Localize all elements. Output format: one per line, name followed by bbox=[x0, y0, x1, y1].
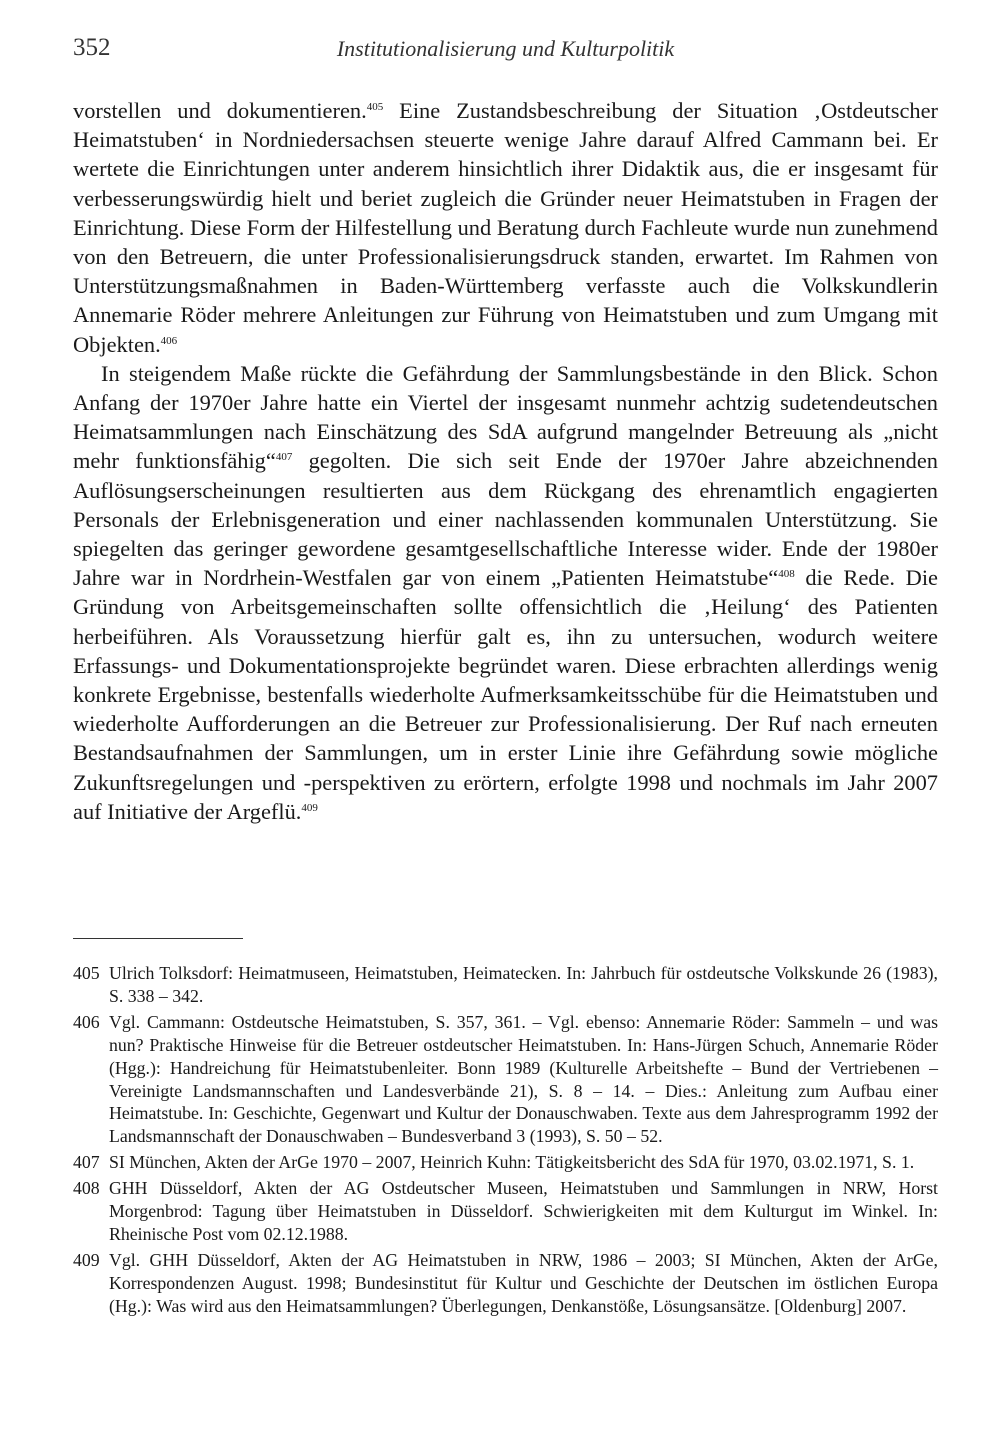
footnote bbox=[73, 1249, 938, 1318]
footnote-number: 406 bbox=[73, 1011, 100, 1032]
running-header bbox=[73, 34, 938, 74]
text-segment: die Rede. Die Gründung von Arbeitsgemeinschaften sollte offensichtlich die ‚Heilung‘ des Patienten herbeiführen. Als Voraussetzung hierfür galt es, ihn zu untersuchen, wodurch weitere Erfassungs- und Dokumentationsprojekte begründet waren. Diese erbrachten allerdings wenig konkrete Ergebnisse, bestenfalls wiederholte Aufmerksamkeitsschübe für die Heimatstuben und wiederholte Aufforderungen an die Betreuer zur Professionalisierung. Der Ruf nach erneuten Bestandsaufnahmen der Sammlungen, um in erster Linie ihre Gefährdung sowie mögliche Zukunftsregelungen und -perspektiven zu erörtern, erfolgte 1998 und nochmals im Jahr 2007 auf Initiative der Argeflü. bbox=[73, 565, 938, 824]
text-segment: vorstellen und dokumentieren. bbox=[73, 98, 367, 123]
footnote bbox=[73, 1151, 938, 1174]
footnote-text: SI München, Akten der ArGe 1970 – 2007, Heinrich Kuhn: Tätigkeitsbericht des SdA für 1970, 03.02.1971, S. 1. bbox=[109, 1152, 915, 1173]
footnote-ref: 408 bbox=[778, 568, 795, 581]
footnote-number: 407 bbox=[73, 1152, 100, 1173]
footnote-number: 409 bbox=[73, 1249, 100, 1270]
footnote-ref: 409 bbox=[301, 801, 318, 814]
paragraph bbox=[73, 96, 938, 359]
footnote-text: Ulrich Tolksdorf: Heimatmuseen, Heimatstuben, Heimatecken. In: Jahrbuch für ostdeutsche Volkskunde 26 (1983), S. 338 – 342. bbox=[109, 963, 938, 1006]
footnote bbox=[73, 962, 938, 1008]
paragraph bbox=[73, 359, 938, 826]
footnote bbox=[73, 1011, 938, 1148]
running-title: Institutionalisierung und Kulturpolitik bbox=[336, 36, 675, 61]
footnote-number: 408 bbox=[73, 1178, 100, 1199]
main-text bbox=[73, 96, 938, 826]
text-segment: In steigendem Maße rückte die Gefährdung der Sammlungsbestände in den Blick. Schon Anfang der 1970er Jahre hatte ein Viertel der insgesamt nunmehr achtzig sudetendeutschen Heimatsammlungen nach Einschätzung des SdA aufgrund mangelnder Betreuung als „nicht mehr funktionsfähig“ bbox=[73, 360, 938, 474]
footnote bbox=[73, 1177, 938, 1246]
page-number: 352 bbox=[73, 34, 111, 61]
footnote-separator bbox=[73, 938, 243, 939]
footnote-number: 405 bbox=[73, 963, 100, 983]
footnote-text: Vgl. GHH Düsseldorf, Akten der AG Heimatstuben in NRW, 1986 – 2003; SI München, Akten der ArGe, Korrespondenzen August. 1998; Bundesinstitut für Kultur und Geschichte der Deutschen im östlichen Europa (Hg.): Was wird aus den Heimatsammlungen? Überlegungen, Denkanstöße, Lösungsansätze. [Oldenburg] 2007. bbox=[109, 1249, 938, 1316]
text-segment: gegolten. Die sich seit Ende der 1970er Jahre abzeichnenden Auflösungserscheinungen resultierten aus dem Rückgang des ehrenamtlich engagierten Personals der Erlebnisgeneration und einer nachlassenden kommunalen Unterstützung. Sie spiegelten das geringer gewordene gesamtgesellschaftliche Interesse wider. Ende der 1980er Jahre war in Nordrhein-Westfalen gar von einem „Patienten Heimatstube“ bbox=[73, 448, 938, 591]
footnote-text: GHH Düsseldorf, Akten der AG Ostdeutscher Museen, Heimatstuben und Sammlungen in NRW, Horst Morgenbrod: Tagung über Heimatstuben in Düsseldorf. Schwierigkeiten mit dem Kulturgut im Winkel. In: Rheinische Post vom 02.12.1988. bbox=[109, 1178, 938, 1244]
footnotes bbox=[73, 962, 938, 1321]
text-segment: Eine Zustandsbeschreibung der Situation ‚Ostdeutscher Heimatstuben‘ in Nordniedersachsen steuerte wenige Jahre darauf Alfred Cammann bei. Er wertete die Einrichtungen unter anderem hinsichtlich ihrer Didaktik aus, die er insgesamt für verbesserungswürdig hielt und beriet zugleich die Gründer neuer Heimatstuben in Fragen der Einrichtung. Diese Form der Hilfestellung und Beratung durch Fachleute wurde nun zunehmend von den Betreuern, die unter Professionalisierungsdruck standen, erwartet. Im Rahmen von Unterstützungsmaßnahmen in Baden-Württemberg verfasste auch die Volkskundlerin Annemarie Röder mehrere Anleitungen zur Führung von Heimatstuben und zum Umgang mit Objekten. bbox=[73, 98, 938, 357]
footnote-text: Vgl. Cammann: Ostdeutsche Heimatstuben, S. 357, 361. – Vgl. ebenso: Annemarie Röder: Sammeln – und was nun? Praktische Hinweise für die Betreuer ostdeutscher Heimatstuben. In: Hans-Jürgen Schuch, Annemarie Röder (Hgg.): Handreichung für Heimatstubenleiter. Bonn 1989 (Kulturelle Arbeitshefte – Bund der Vertriebenen – Vereinigte Landsmannschaften und Landesverbände 21), S. 8 – 14. – Dies.: Anleitung zum Aufbau einer Heimatstube. In: Geschichte, Gegenwart und Kultur der Donauschwaben. Texte aus dem Jahresprogramm 1992 der Landsmannschaft der Donauschwaben – Bundesverband 3 (1993), S. 50 – 52. bbox=[109, 1011, 938, 1147]
footnote-ref: 406 bbox=[160, 334, 178, 347]
footnote-ref: 407 bbox=[275, 451, 293, 464]
footnote-ref: 405 bbox=[366, 101, 384, 113]
